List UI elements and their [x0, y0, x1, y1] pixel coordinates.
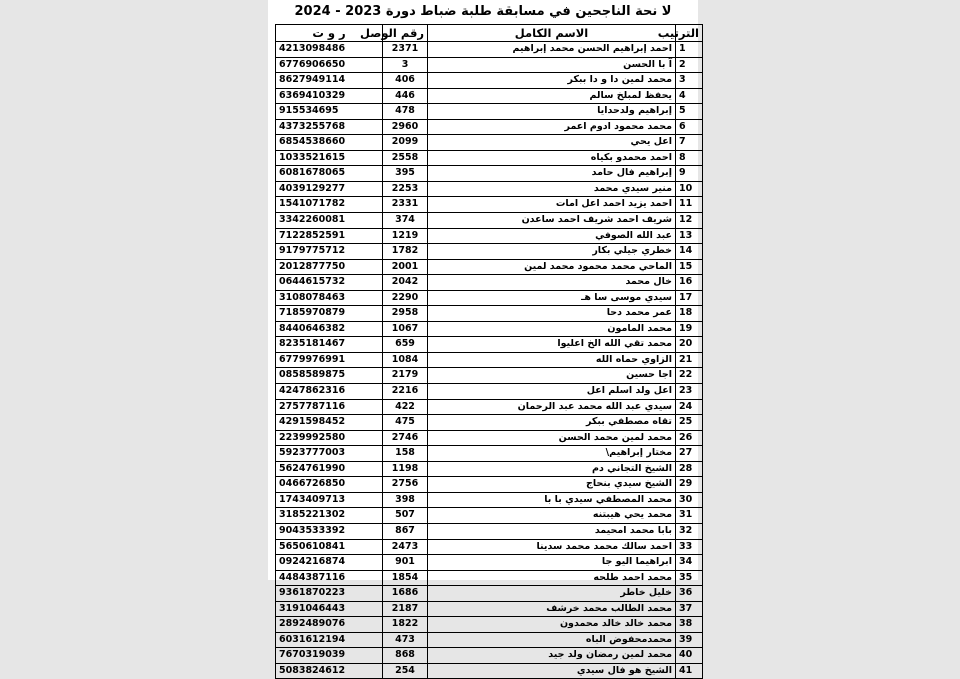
table-row: [276, 197, 703, 213]
header-full-name: الاسم الكامل: [428, 25, 676, 42]
table-row: [276, 477, 703, 493]
national-id-cell: 915534695: [276, 104, 383, 120]
full-name-cell: محمد تقي الله الخ اعليوا: [428, 337, 676, 353]
rank-cell: 3: [676, 73, 703, 89]
receipt-number-cell: 254: [383, 663, 428, 679]
header-receipt-number: رقم الوصل: [383, 25, 428, 42]
table-header-row: [276, 25, 703, 42]
full-name-cell: محمد خالد خالد محمدون: [428, 617, 676, 633]
rank-cell: 4: [676, 88, 703, 104]
full-name-cell: احمد سالك محمد محمد سدينا: [428, 539, 676, 555]
receipt-number-cell: 446: [383, 88, 428, 104]
rank-cell: 12: [676, 213, 703, 229]
table-row: [276, 461, 703, 477]
receipt-number-cell: 1782: [383, 244, 428, 260]
results-table: [275, 24, 703, 679]
full-name-cell: اعل ولد اسلم اعل: [428, 384, 676, 400]
rank-cell: 26: [676, 430, 703, 446]
national-id-cell: 0858589875: [276, 368, 383, 384]
full-name-cell: احمد يزيد احمد اعل امات: [428, 197, 676, 213]
receipt-number-cell: 659: [383, 337, 428, 353]
table-row: [276, 306, 703, 322]
national-id-cell: 9043533392: [276, 523, 383, 539]
receipt-number-cell: 2746: [383, 430, 428, 446]
receipt-number-cell: 1219: [383, 228, 428, 244]
national-id-cell: 6081678065: [276, 166, 383, 182]
national-id-cell: 9179775712: [276, 244, 383, 260]
full-name-cell: الماحي محمد محمود محمد لمين: [428, 259, 676, 275]
full-name-cell: اعل يحي: [428, 135, 676, 151]
rank-cell: 1: [676, 42, 703, 58]
national-id-cell: 6779976991: [276, 352, 383, 368]
table-row: [276, 42, 703, 58]
receipt-number-cell: 507: [383, 508, 428, 524]
full-name-cell: محمد احمد طلحه: [428, 570, 676, 586]
full-name-cell: الشيخ هو فال سيدي: [428, 663, 676, 679]
national-id-cell: 4213098486: [276, 42, 383, 58]
full-name-cell: شريف احمد شريف احمد ساعدن: [428, 213, 676, 229]
rank-cell: 18: [676, 306, 703, 322]
table-row: [276, 166, 703, 182]
rank-cell: 10: [676, 181, 703, 197]
rank-cell: 13: [676, 228, 703, 244]
rank-cell: 15: [676, 259, 703, 275]
full-name-cell: مختار إبراهيم\: [428, 446, 676, 462]
table-row: [276, 539, 703, 555]
rank-cell: 40: [676, 648, 703, 664]
table-row: [276, 399, 703, 415]
national-id-cell: 9361870223: [276, 586, 383, 602]
national-id-cell: 4247862316: [276, 384, 383, 400]
full-name-cell: خطري جيلي بكار: [428, 244, 676, 260]
national-id-cell: 4039129277: [276, 181, 383, 197]
receipt-number-cell: 901: [383, 555, 428, 571]
receipt-number-cell: 2042: [383, 275, 428, 291]
receipt-number-cell: 2960: [383, 119, 428, 135]
table-row: [276, 181, 703, 197]
national-id-cell: 4291598452: [276, 415, 383, 431]
rank-cell: 29: [676, 477, 703, 493]
table-row: [276, 570, 703, 586]
national-id-cell: 6369410329: [276, 88, 383, 104]
receipt-number-cell: 2001: [383, 259, 428, 275]
table-row: [276, 150, 703, 166]
receipt-number-cell: 2253: [383, 181, 428, 197]
national-id-cell: 4484387116: [276, 570, 383, 586]
rank-cell: 25: [676, 415, 703, 431]
national-id-cell: 5083824612: [276, 663, 383, 679]
receipt-number-cell: 1198: [383, 461, 428, 477]
table-row: [276, 88, 703, 104]
receipt-number-cell: 398: [383, 492, 428, 508]
rank-cell: 19: [676, 321, 703, 337]
national-id-cell: 6031612194: [276, 632, 383, 648]
full-name-cell: إبراهيم فال حامد: [428, 166, 676, 182]
rank-cell: 39: [676, 632, 703, 648]
national-id-cell: 5650610841: [276, 539, 383, 555]
document-page: [268, 0, 699, 676]
receipt-number-cell: 2756: [383, 477, 428, 493]
header-national-id: ر و ت: [276, 25, 383, 42]
national-id-cell: 2757787116: [276, 399, 383, 415]
table-row: [276, 555, 703, 571]
table-row: [276, 73, 703, 89]
table-row: [276, 601, 703, 617]
table-row: [276, 259, 703, 275]
table-row: [276, 492, 703, 508]
receipt-number-cell: 2371: [383, 42, 428, 58]
full-name-cell: اجا حسين: [428, 368, 676, 384]
receipt-number-cell: 2216: [383, 384, 428, 400]
national-id-cell: 1743409713: [276, 492, 383, 508]
table-body: [276, 42, 703, 679]
full-name-cell: محمد يحي هيبتنه: [428, 508, 676, 524]
receipt-number-cell: 2099: [383, 135, 428, 151]
table-row: [276, 446, 703, 462]
receipt-number-cell: 2290: [383, 290, 428, 306]
full-name-cell: الشيخ التجاني دم: [428, 461, 676, 477]
receipt-number-cell: 395: [383, 166, 428, 182]
national-id-cell: 1033521615: [276, 150, 383, 166]
receipt-number-cell: 158: [383, 446, 428, 462]
rank-cell: 6: [676, 119, 703, 135]
rank-cell: 31: [676, 508, 703, 524]
full-name-cell: محمد لمين محمد الحسن: [428, 430, 676, 446]
table-row: [276, 430, 703, 446]
table-row: [276, 228, 703, 244]
rank-cell: 34: [676, 555, 703, 571]
national-id-cell: 8627949114: [276, 73, 383, 89]
receipt-number-cell: 422: [383, 399, 428, 415]
table-row: [276, 57, 703, 73]
receipt-number-cell: 2558: [383, 150, 428, 166]
full-name-cell: سيدي موسى سا هـ: [428, 290, 676, 306]
rank-cell: 8: [676, 150, 703, 166]
full-name-cell: عمر محمد دحا: [428, 306, 676, 322]
header-rank: الترتيب: [676, 25, 703, 42]
receipt-number-cell: 868: [383, 648, 428, 664]
national-id-cell: 2012877750: [276, 259, 383, 275]
full-name-cell: الشيخ سيدي بنحاج: [428, 477, 676, 493]
national-id-cell: 4373255768: [276, 119, 383, 135]
receipt-number-cell: 2473: [383, 539, 428, 555]
rank-cell: 20: [676, 337, 703, 353]
national-id-cell: 7185970879: [276, 306, 383, 322]
table-row: [276, 384, 703, 400]
rank-cell: 14: [676, 244, 703, 260]
rank-cell: 5: [676, 104, 703, 120]
full-name-cell: سيدي عبد الله محمد عبد الرحمان: [428, 399, 676, 415]
table-row: [276, 244, 703, 260]
full-name-cell: محمد لمين دا و دا ببكر: [428, 73, 676, 89]
full-name-cell: محمد المامون: [428, 321, 676, 337]
national-id-cell: 0466726850: [276, 477, 383, 493]
national-id-cell: 7670319039: [276, 648, 383, 664]
table-row: [276, 275, 703, 291]
receipt-number-cell: 1686: [383, 586, 428, 602]
national-id-cell: 1541071782: [276, 197, 383, 213]
table-row: [276, 104, 703, 120]
rank-cell: 30: [676, 492, 703, 508]
table-row: [276, 508, 703, 524]
full-name-cell: محمدمحفوض الباه: [428, 632, 676, 648]
receipt-number-cell: 1854: [383, 570, 428, 586]
full-name-cell: تقاه مصطفي ببكر: [428, 415, 676, 431]
full-name-cell: آ با الحسن: [428, 57, 676, 73]
table-row: [276, 415, 703, 431]
receipt-number-cell: 374: [383, 213, 428, 229]
receipt-number-cell: 478: [383, 104, 428, 120]
receipt-number-cell: 3: [383, 57, 428, 73]
receipt-number-cell: 867: [383, 523, 428, 539]
receipt-number-cell: 2958: [383, 306, 428, 322]
full-name-cell: منير سيدي محمد: [428, 181, 676, 197]
national-id-cell: 0924216874: [276, 555, 383, 571]
table-row: [276, 290, 703, 306]
rank-cell: 32: [676, 523, 703, 539]
table-row: [276, 352, 703, 368]
rank-cell: 35: [676, 570, 703, 586]
rank-cell: 27: [676, 446, 703, 462]
receipt-number-cell: 1084: [383, 352, 428, 368]
receipt-number-cell: 473: [383, 632, 428, 648]
rank-cell: 41: [676, 663, 703, 679]
full-name-cell: الزاوي حماه الله: [428, 352, 676, 368]
full-name-cell: يحفظ لمبلخ سالم: [428, 88, 676, 104]
full-name-cell: إبراهيم ولدحدايا: [428, 104, 676, 120]
receipt-number-cell: 2187: [383, 601, 428, 617]
full-name-cell: خليل خاطر: [428, 586, 676, 602]
full-name-cell: خال محمد: [428, 275, 676, 291]
rank-cell: 7: [676, 135, 703, 151]
rank-cell: 21: [676, 352, 703, 368]
rank-cell: 16: [676, 275, 703, 291]
rank-cell: 11: [676, 197, 703, 213]
table-row: [276, 617, 703, 633]
national-id-cell: 0644615732: [276, 275, 383, 291]
rank-cell: 23: [676, 384, 703, 400]
full-name-cell: محمد المصطفي سيدي با با: [428, 492, 676, 508]
national-id-cell: 3185221302: [276, 508, 383, 524]
rank-cell: 28: [676, 461, 703, 477]
table-row: [276, 663, 703, 679]
full-name-cell: محمد لمين رمضان ولد جيد: [428, 648, 676, 664]
table-row: [276, 523, 703, 539]
receipt-number-cell: 1822: [383, 617, 428, 633]
rank-cell: 37: [676, 601, 703, 617]
full-name-cell: بابا محمد امحيمد: [428, 523, 676, 539]
national-id-cell: 3108078463: [276, 290, 383, 306]
table-row: [276, 135, 703, 151]
table-row: [276, 368, 703, 384]
full-name-cell: ابراهيما اليو جا: [428, 555, 676, 571]
table-row: [276, 586, 703, 602]
table-row: [276, 119, 703, 135]
national-id-cell: 8440646382: [276, 321, 383, 337]
national-id-cell: 7122852591: [276, 228, 383, 244]
receipt-number-cell: 406: [383, 73, 428, 89]
rank-cell: 2: [676, 57, 703, 73]
rank-cell: 9: [676, 166, 703, 182]
national-id-cell: 8235181467: [276, 337, 383, 353]
receipt-number-cell: 2179: [383, 368, 428, 384]
full-name-cell: محمد محمود ادوم اعمر: [428, 119, 676, 135]
national-id-cell: 6854538660: [276, 135, 383, 151]
receipt-number-cell: 475: [383, 415, 428, 431]
rank-cell: 33: [676, 539, 703, 555]
national-id-cell: 6776906650: [276, 57, 383, 73]
full-name-cell: عبد الله الصوفي: [428, 228, 676, 244]
rank-cell: 22: [676, 368, 703, 384]
receipt-number-cell: 2331: [383, 197, 428, 213]
receipt-number-cell: 1067: [383, 321, 428, 337]
table-row: [276, 321, 703, 337]
document-title: لا نحة الناجحين في مسابقة طلبة ضباط دورة 2023 - 2024: [294, 4, 672, 19]
rank-cell: 36: [676, 586, 703, 602]
rank-cell: 24: [676, 399, 703, 415]
table-row: [276, 337, 703, 353]
national-id-cell: 3191046443: [276, 601, 383, 617]
national-id-cell: 5923777003: [276, 446, 383, 462]
national-id-cell: 2239992580: [276, 430, 383, 446]
rank-cell: 17: [676, 290, 703, 306]
national-id-cell: 3342260081: [276, 213, 383, 229]
national-id-cell: 2892489076: [276, 617, 383, 633]
full-name-cell: احمد محمدو بكياه: [428, 150, 676, 166]
table-row: [276, 648, 703, 664]
full-name-cell: احمد إبراهيم الحسن محمد إبراهيم: [428, 42, 676, 58]
table-row: [276, 213, 703, 229]
full-name-cell: محمد الطالب محمد خرشف: [428, 601, 676, 617]
rank-cell: 38: [676, 617, 703, 633]
table-row: [276, 632, 703, 648]
national-id-cell: 5624761990: [276, 461, 383, 477]
